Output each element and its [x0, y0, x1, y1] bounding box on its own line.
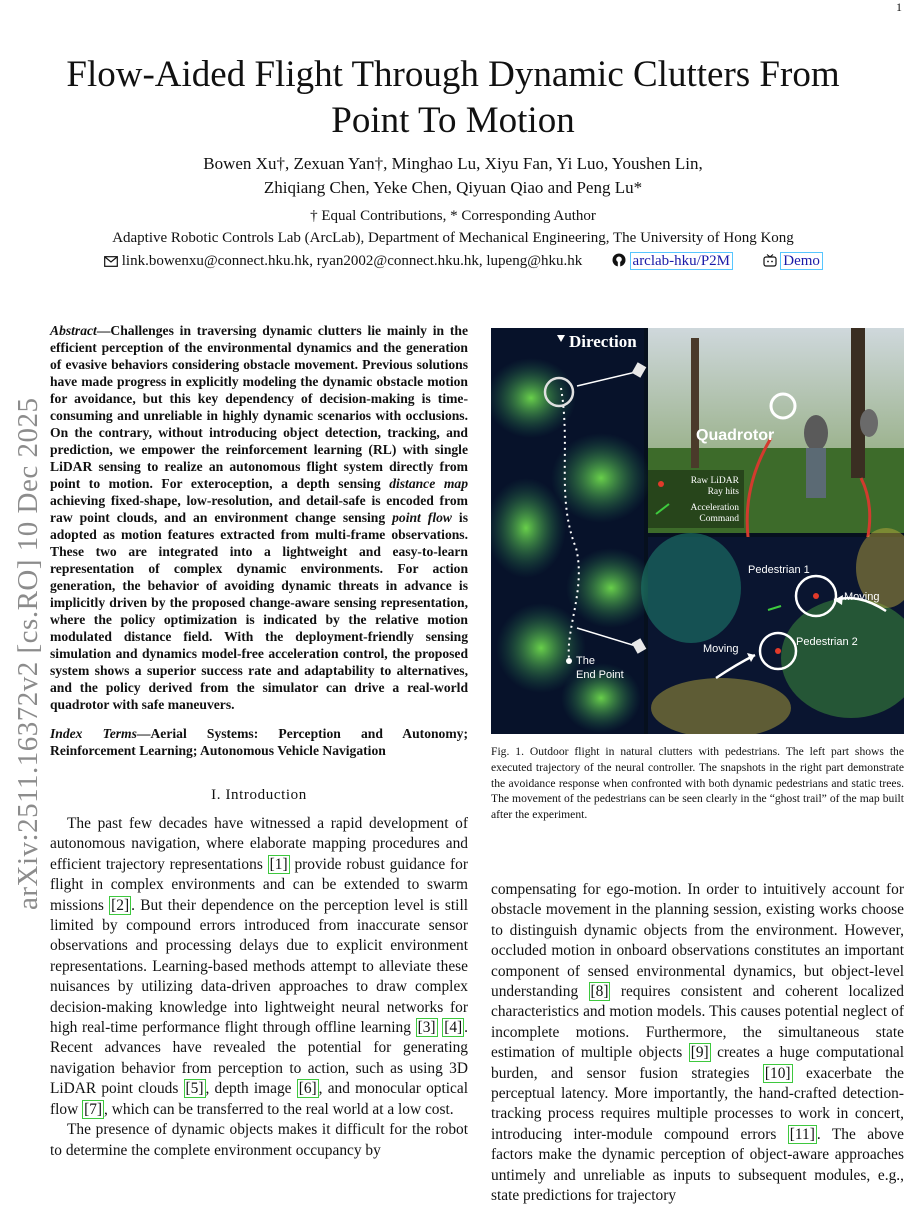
abstract-label: Abstract: [50, 323, 97, 338]
body-text: compensating for ego-motion. In order to intuitively account for obstacle movement in the planning session, existing works choose to distinguish dynamic objects from the environment. However, occluded motion in onboard observations constitutes an important component of sensed environmental dynamics, but object-level understanding: [491, 881, 904, 1001]
intro-paragraph-1: [50, 814, 468, 1120]
affiliation: Adaptive Robotic Controls Lab (ArcLab), Department of Mechanical Engineering, The University of Hong Kong: [112, 230, 794, 246]
citation-link[interactable]: [8]: [590, 983, 609, 1001]
citation-link[interactable]: [10]: [764, 1064, 791, 1082]
equal-contribution-note: † Equal Contributions, * Corresponding Author: [310, 208, 596, 224]
right-paragraph: [491, 880, 904, 1207]
email-icon: [104, 256, 118, 267]
legend-command: Command: [699, 514, 739, 524]
end-point-label-2: End Point: [576, 669, 624, 681]
citation-link[interactable]: [11]: [789, 1125, 815, 1143]
abstract-text-3: is adopted as motion features extracted from multi-frame observations. These two are integrated into a lightweight and easy-to-learn representation of complex dynamic environments. For action generation, the behavior of avoiding dynamic threats in advance is implicitly driven by the proposed change-aware sensing representation, where the policy optimization is indicated by the relative motion modulated distance field. With the deployment-friendly sensing simulation and dynamics model-free acceleration control, the proposed system shows a superior success rate and adaptability to alternatives, and the policy derived from the simulator can drive a real-world quadrotor with safe maneuvers.: [50, 510, 468, 712]
paper-title: Flow-Aided Flight Through Dynamic Clutters From Point To Motion: [66, 54, 840, 141]
body-text: exacerbate the perceptual latency. More importantly, the hand-crafted detection-tracking process requires multiple processes to work in concert, introducing inter-module compound errors: [491, 1064, 905, 1143]
author-list: [0, 152, 906, 200]
figure-1-illustration: [491, 328, 904, 734]
citation-link[interactable]: [3]: [417, 1019, 436, 1037]
index-terms-label: Index Terms: [50, 726, 137, 741]
index-terms: [50, 725, 468, 759]
index-terms-text: —Aerial Systems: Perception and Autonomy; Reinforcement Learning; Autonomous Vehicle Navigation: [50, 726, 468, 758]
section-heading: I. Introduction: [211, 787, 307, 803]
moving-label-1: Moving: [844, 591, 880, 603]
abstract-emphasis-2: point flow: [392, 510, 452, 525]
abstract-text-2: achieving fixed-shape, low-resolution, and detail-safe is encoded from raw point clouds, and an environment change sensing: [50, 493, 468, 525]
authors-line-1: Bowen Xu†, Zexuan Yan†, Minghao Lu, Xiyu Fan, Yi Luo, Youshen Lin,: [203, 154, 703, 173]
body-text: requires consistent and coherent localized characteristics and motion models. This causes potential neglect of incomplete motions. Furthermore, the simultaneous state estimation of multiple objects: [491, 983, 905, 1062]
intro-text: provide robust guidance for flight in complex environments and can be extended to swarm missions: [50, 855, 468, 914]
figure-1: [491, 328, 904, 734]
abstract-emphasis-1: distance map: [389, 476, 468, 491]
legend-ray-hits: Ray hits: [707, 487, 739, 497]
intro-text: . Recent advances have revealed the potential for generating navigation behavior from perception to action, such as using 3D LiDAR point clouds: [50, 1019, 468, 1098]
direction-label: Direction: [569, 332, 637, 351]
abstract-text-1: —Challenges in traversing dynamic clutters lie mainly in the efficient perception of the environmental dynamics and the generation of evasive behaviors considering obstacle movement. Previous solutions have made progress in explicitly modeling the dynamic obstacle motion for avoidance, but this key dependency of decision-making is time-consuming and unreliable in highly dynamic scenarios with occlusions. On the contrary, without introducing object detection, tracking, and prediction, we empower the reinforcement learning (RL) with single LiDAR sensing to realize an autonomous flight system directly from point to motion. For exteroception, a depth sensing: [50, 323, 468, 491]
left-column: [50, 322, 468, 1161]
pedestrian-2-label: Pedestrian 2: [796, 636, 858, 648]
abstract: [50, 322, 468, 713]
right-column: [491, 880, 904, 1207]
pedestrian-1-label: Pedestrian 1: [748, 564, 810, 576]
quadrotor-label: Quadrotor: [696, 427, 775, 444]
figure-caption: Fig. 1. Outdoor flight in natural clutters with pedestrians. The left part shows the executed trajectory of the neural controller. The snapshots in the right part demonstrate the avoidance response when confronted with both dynamic pedestrians and static trees. The movement of the pedestrians can be seen clearly in the “ghost trail” of the map built after the experiment.: [491, 745, 904, 822]
citation-link[interactable]: [6]: [298, 1080, 317, 1098]
demo-link[interactable]: Demo: [780, 252, 823, 270]
intro-text: , depth image: [205, 1080, 297, 1098]
github-link[interactable]: arclab-hku/P2M: [630, 252, 733, 270]
citation-link[interactable]: [4]: [444, 1019, 463, 1037]
authors-line-2: Zhiqiang Chen, Yeke Chen, Qiyuan Qiao and Peng Lu*: [263, 178, 643, 197]
github-icon: [612, 253, 626, 267]
body-text: . The above factors make the dynamic perception of object-aware approaches untimely and unreliable as inputs to subsequent modules, e.g., state predictions for trajectory: [491, 1125, 904, 1205]
citation-link[interactable]: [2]: [111, 896, 130, 914]
citation-link[interactable]: [7]: [84, 1100, 103, 1118]
body-text: creates a huge computational burden, and sensor fusion strategies: [491, 1044, 904, 1082]
citation-link[interactable]: [5]: [185, 1080, 204, 1098]
demo-video-icon: [763, 254, 777, 267]
intro-text: , and monocular optical flow: [50, 1080, 468, 1118]
citation-link[interactable]: [1]: [269, 855, 288, 873]
intro-text: . But their dependence on the perception level is still limited by compound errors introduced from inaccurate sensor observations and processing delays due to explicit environment representations. Learning-based methods attempt to alleviate these nuisances by utilizing data-driven approaches to draw complex decision-making knowledge into lightweight neural networks for high real-time performance flight through offline learning: [50, 896, 468, 1037]
end-point-label-1: The: [576, 655, 595, 667]
intro-paragraph-2: The presence of dynamic objects makes it difficult for the robot to determine the complete environment occupancy by: [50, 1121, 468, 1159]
email-addresses: link.bowenxu@connect.hku.hk, ryan2002@connect.hku.hk, lupeng@hku.hk: [121, 253, 583, 269]
intro-text: The past few decades have witnessed a rapid development of autonomous navigation, where elaborate mapping procedures and efficient trajectory representations: [50, 815, 468, 873]
moving-label-2: Moving: [703, 643, 739, 655]
page-number: 1: [896, 0, 902, 14]
legend-raw-lidar: Raw LiDAR: [690, 476, 739, 486]
legend-acceleration: Acceleration: [690, 503, 739, 513]
intro-text: , which can be transferred to the real world at a low cost.: [104, 1100, 454, 1118]
arxiv-identifier: arXiv:2511.16372v2 [cs.RO] 10 Dec 2025: [12, 397, 44, 910]
citation-link[interactable]: [9]: [690, 1044, 709, 1062]
contact-line: [104, 253, 864, 270]
